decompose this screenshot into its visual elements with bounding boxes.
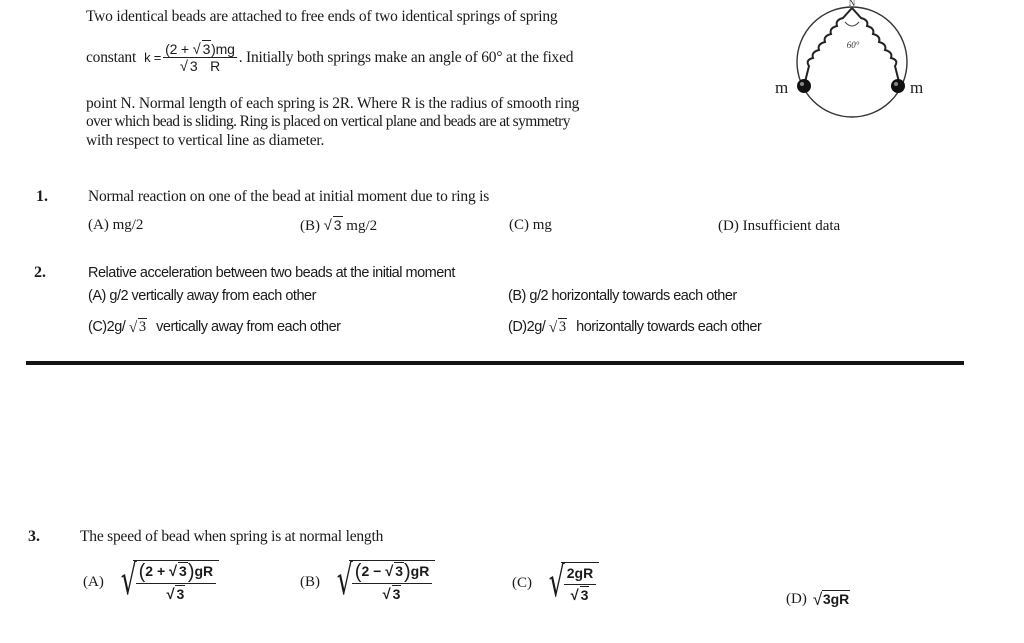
q1-option-a[interactable]: (A) mg/2 (88, 217, 144, 233)
passage-line-2-prefix: constant (86, 48, 137, 66)
q3-option-a[interactable]: (A) √ (2 + √ 3)gR √ 3 (83, 560, 219, 603)
right-bead-icon (891, 79, 905, 93)
q3-option-d[interactable]: (D) √ 3gR (786, 590, 850, 609)
k-denominator: √ 3 R (179, 58, 221, 75)
sqrt-icon: √ 3 (179, 58, 198, 75)
ring-diagram-svg (765, 0, 945, 125)
q2-option-a[interactable]: (A) g/2 vertically away from each other (88, 288, 316, 304)
q3-option-c[interactable]: (C) √ 2gR √ 3 (512, 562, 599, 604)
left-spring-icon (805, 8, 852, 82)
question-3-number: 3. (28, 528, 40, 545)
section-divider (26, 361, 964, 365)
q1-option-d[interactable]: (D) Insufficient data (718, 218, 841, 234)
left-mass-label: m (775, 78, 789, 97)
question-2-number: 2. (34, 264, 46, 281)
question-2-text: Relative acceleration between two beads at the initial moment (88, 265, 455, 281)
passage-line-5: with respect to vertical line as diameter. (86, 132, 325, 149)
q2-option-b[interactable]: (B) g/2 horizontally towards each other (508, 288, 737, 304)
n-label: N (848, 0, 856, 8)
sqrt-icon: √ (2 + √ 3)gR √ 3 (110, 560, 219, 603)
passage-line-1: Two identical beads are attached to free ends of two identical springs of spring (86, 8, 558, 25)
question-1-text: Normal reaction on one of the bead at initial moment due to ring is (88, 188, 490, 205)
right-mass-label: m (910, 78, 924, 97)
q3-option-b[interactable]: (B) √ (2 − √ 3)gR √ 3 (300, 560, 435, 603)
q2-option-c[interactable]: (C)2g/ √ 3 vertically away from each other (88, 319, 341, 336)
k-formula (163, 42, 237, 73)
q2-option-d[interactable]: (D)2g/ √ 3 horizontally towards each other (508, 319, 762, 336)
sqrt-icon: √ 3 (192, 41, 211, 58)
sqrt-icon: √ 3 (323, 217, 342, 234)
sqrt-icon: √ 3gR (812, 590, 850, 609)
passage-line-4: over which bead is sliding. Ring is placed on vertical plane and beads are at symmetry (86, 113, 570, 130)
passage-line-3: point N. Normal length of each spring is 2R. Where R is the radius of smooth ring (86, 95, 580, 112)
q1-option-b[interactable]: (B) √ 3 mg/2 (300, 217, 378, 234)
q1-option-c[interactable]: (C) mg (509, 217, 552, 233)
angle-label: 60° (846, 40, 860, 50)
sqrt-icon: √ 2gR √ 3 (538, 562, 599, 604)
sqrt-icon: √ 3 (128, 319, 146, 336)
sqrt-icon: √ 3 (548, 319, 566, 336)
question-3-text: The speed of bead when spring is at normal length (80, 528, 384, 545)
k-numerator: (2 + √ 3)mg (165, 41, 235, 58)
passage-line-2-suffix: . Initially both springs make an angle of 60° at the fixed (238, 48, 574, 66)
ring-spring-diagram (765, 0, 945, 125)
passage-line-2 (86, 42, 573, 73)
question-1-number: 1. (36, 188, 48, 205)
left-bead-icon (797, 79, 811, 93)
k-lhs: k = (144, 49, 162, 65)
sqrt-icon: √ (2 − √ 3)gR √ 3 (326, 560, 435, 603)
